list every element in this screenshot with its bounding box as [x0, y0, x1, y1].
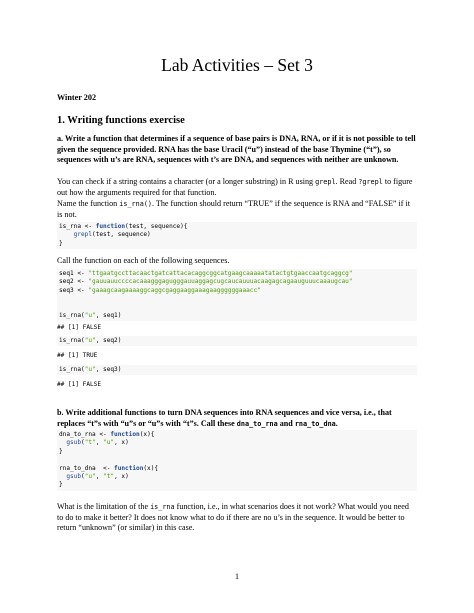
section-heading: 1. Writing functions exercise: [57, 115, 185, 126]
paragraph-name-function: Name the function is_rna(). The function should return “TRUE” if the sequence is RNA and “FALSE” if it is not.: [57, 199, 410, 219]
code-call-seq2: is_rna("u", seq2): [57, 336, 417, 346]
output-line: ## [1] FALSE: [57, 324, 102, 331]
question-b: b. Write additional functions to turn DNA sequences into RNA sequences and vice versa, i.e., that replaces “t”s with “u”s or “u”s with “t”s. Call these dna_to_rna and rna_to_dna.: [57, 408, 392, 428]
paragraph-call: Call the function on each of the following sequences.: [57, 256, 230, 265]
paragraph-limitation: What is the limitation of the is_rna function, i.e., in what scenarios does it not work? What would you need to do to make it better? It does not know what to do if there are no u’s in the sequence. It would be better to return “unknown” (or similar) in this case.: [57, 502, 409, 533]
page-title: Lab Activities – Set 3: [161, 55, 313, 75]
question-a: a. Write a function that determines if a sequence of base pairs is DNA, RNA, or if it is not possible to tell given the sequence provided. RNA has the base Uracil (“u”) instead of the base Thymine (“t”), so sequences with u’s are RNA, sequences with t’s are DNA, and sequences with neither are unknown.: [57, 134, 416, 165]
code-call-seq3: is_rna("u", seq3): [57, 365, 417, 375]
output-line: ## [1] FALSE: [57, 381, 102, 388]
output-line: ## [1] TRUE: [57, 352, 98, 359]
page-number: 1: [235, 572, 239, 581]
paragraph-grepl: You can check if a string contains a character (or a longer substring) in R using grepl. Read ?grepl to figure out how the arguments required for that function.: [57, 177, 413, 197]
code-block-seqs: seq1 <- "ttgaatgccttacaactgatcattacacaggcggcatgaagcaaaaatatactgtgaaccaatgcaggcg" seq2 <- "gauuauuccccacaaagggagugggauuaggagcugcaucauuuacaagagcagaauguuucaaaugcau" seq3 <- "gaaagcaagaaaaggcaggcgaggaaggaaagaaggggggaaacc" is_rna("u", seq1): [57, 269, 417, 321]
code-block-is-rna: is_rna <- function(test, sequence){ grepl(test, sequence) }: [57, 222, 417, 249]
subtitle: Winter 202: [57, 93, 97, 102]
code-block-converters: dna_to_rna <- function(x){ gsub("t", "u", x) } rna_to_dna <- function(x){ gsub("u", "t", x) }: [57, 430, 417, 491]
